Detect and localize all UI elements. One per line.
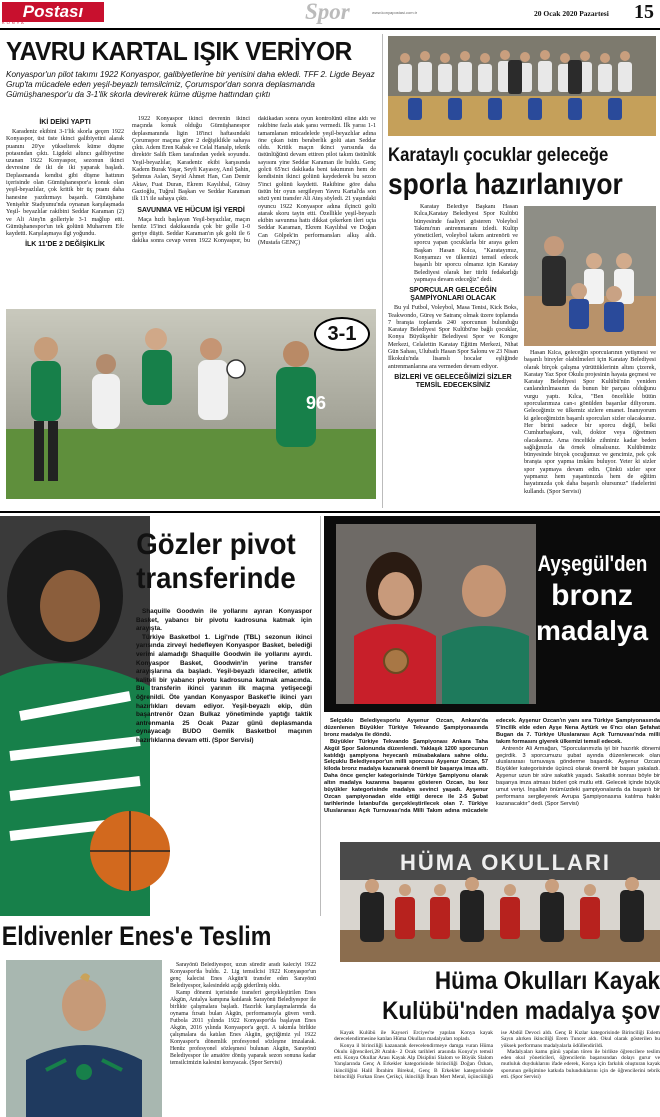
masthead-rule: [0, 28, 660, 30]
article-body-left: [388, 204, 518, 504]
paragraph: Selçuklu Belediyesporlu Ayşenur Ozcan, Ankara'da düzenlenen Büyükler Türkiye Tekvando Şampiyonasında bronz madalya ile döndü.: [324, 718, 488, 738]
headline-line-1: Hüma Okulları Kayak: [434, 967, 660, 995]
article-body: [136, 608, 312, 908]
article-eldivenler: [0, 920, 320, 1117]
paragraph: Karadeniz ekibini 3-1'lik skorla geçen 1922 Konyaspor, üst üste ikinci galibiyetini alarak puanını 20'ye yükselterek küme düşme potasından çıktı. Ligdeki altıncı galibiyetine uzanan 1922 Konyaspor, sezonun ikinci devresine de iki de iki yaparak başladı. Deplasmanda kendisi gibi düşme hattının içerisinde olan Gümüşhanespor'a konuk olan yeşil-beyazlılar, çok kritik bir üç puanı daha hanesine yazdırmayı başardı. Gümüşhane Yenişehir Stadyumu'nda oynanan karşılaşmada Yeşil- beyazlılar rakibini Seddar Karaman (2) ve Ali Ateş'in golleriyle 3-1 mağlup etti. Gümüşhanespor'un tek golünü Muharrem Efe kaydetti. Karşılaşmaya ilgi yoğundu.: [6, 129, 124, 238]
score-badge: [314, 317, 370, 351]
ski-team-photo: [340, 842, 660, 962]
section-divider: [0, 511, 660, 513]
coach-with-kids-photo: [524, 206, 656, 346]
svg-text:96: 96: [306, 393, 327, 413]
headline: Eldivenler Enes'e Teslim: [1, 921, 272, 951]
headline: YAVRU KARTAL IŞIK VERİYOR: [6, 36, 352, 66]
paragraph: Konya il birinciliği kazanarak derecelendirmeye damga vuran Hüma Okulu öğrencileri,28 Aralık- 2 Ocak tarihleri arasında Konya'yı temsil etti. Konya Okullar Arası Kayak Alp Disiplini Slalom ve Büyük Slalom Yarışlarında Genç A Erkekler kategorisinde birinciliği Doğan Özkan, ikinciliğini Halil İbrahim Birekul, Genç B Erkekler kategorisinde birinciliği Furkan Enes Çerikçi, ikinciliği İhsan Mert Meral, üçüncülüğü ise Abdül Devoci aldı. Genç B Kızlar kategorisinde Birinciliği Eslem Sayın alırken ikinciliği Erem Tuncer aldı. Okul olarak gösterilen bu yüksek performans madalyalarla ödüllendirildi.: [334, 1030, 660, 1081]
paragraph: Hasan Kılca, geleceğin sporcularının yetişmesi ve başarılı bireyler olabilmeleri için Karatay Belediyesi olarak birçok çalışma yürüttüklerinin altını çizerek, Karatay Yaz Spor Okulu projesinin hayata geçmesi ve Karatay Belediyesi Spor Kulübü'nün yeniden canlandırılmasının da bunun bir parçası olduğunu vurgu yaptı. Kılca, "Ben öncelikle bütün sporcularımıza can-ı gönülden başarılar diliyorum. Geleceğimiz ve ülkemiz sizlere emanet. İnanıyorum ki geleceğimizin başarılı sporcuları sizler olacaksınız. Her birini sadece bir sporcu değil, belki Cumhurbaşkanı, vali, doktor veya öğretmen olacaksınız. Ama öncelikle zihniniz kadar beden sağlığınızla da örnek olmalısınız. Kulübümüz bünyesinde birçok çocuğumuz ve gencimiz, pek çok branşta spor yapma imkânı buluyor. Yeter ki sizler spor yapmaya devam edin. Çünkü sizler spor yapmanız hem yaşantınızda hem de eğitim hayatınızda çok daha başarılı olursunuz" ifadelerini kullandı. (Spor Servisi): [524, 350, 656, 495]
headline: [388, 144, 656, 202]
paragraph: Antrenör Ali Armağan, "Sporcularımızla iyi bir hazırlık dönemi geçirdik. 3 sporcumuzu şubat ayında düzenlenecek olan uluslararası turnuvaya gönderme başardık. Ayşenur Ozcan Büyükler kategorisinde üçüncü olarak önemli bir başarı yakaladı. Ayşenur uzun bir süre sakatlık yaşadı. Sakatlık sonrası böyle bir başarıya imza atması bizleri çok mutlu etti. Gelecek içinde büyük umut veriyi. İnşallah önümüzdeki şampiyonalarda da başarılı bir performans sergileyerek Avrupa Şampiyonasına katılma hakkı kazanacaktır" dedi. (Spor Servisi): [496, 745, 660, 807]
headline-line-2: Kulübü'nden madalya şov: [382, 997, 660, 1025]
headline-line-2: bronz: [551, 579, 633, 612]
paragraph: Karatay Belediye Başkanı Hasan Kılca,Karatay Belediyesi Spor Kulübü bünyesinde faaliyet gösteren Voleybol Takımı'nın antrenmanını izledi. Kulüp yöneticileri, voleybol takım antrenörü ve sporcu yapan çocuklarla bir araya gelen Başkan Hasan Kılca, "Karatayımız, Konyamızı ve ülkemizi temsil edecek başarılı bir sporcu olmanız için Karatay Belediyesi olarak her türlü fedakarlığı yapmaya devam edeceğiz" dedi.: [414, 204, 518, 283]
goalkeeper-photo: [6, 960, 162, 1117]
section-title: Spor: [305, 0, 350, 24]
subheading: İLK 11'DE 2 DEĞİŞİKLİK: [25, 241, 105, 249]
article-karatayli: [388, 36, 656, 508]
site-url: www.konyapostasi.com.tr: [372, 10, 418, 15]
headline: [118, 528, 314, 596]
lead-text: Konyaspor'un pilot takımı 1922 Konyaspor, galibiyetlerine bir yenisini daha ekledi. TFF 2. Ligde Beyaz Grup'ta mücadele eden yeşil-beyazlı temsilcimiz, Çorumspor'dan sonra deplasmanda Gümüşhanespor'u da 3-1'lik skorla devirerek küme düşme hattından çıktı: [6, 70, 375, 99]
headline-line-3: madalya: [535, 615, 649, 646]
logo-small: KONYA: [2, 20, 26, 25]
volleyball-team-photo: [388, 36, 656, 136]
medal-winner-photo: [324, 516, 660, 712]
article-body: [324, 718, 660, 838]
paragraph: Türkiye Basketbol 1. Ligi'nde (TBL) sezonun ikinci yarısında zirveyi hedefleyen Konyaspor Basket, belediği verimi alamadığı Shaquille Goodwin ile yollarını ayırdı. Konyaspor Basket, Goodwin'in yerine transfer arayışlarına da başladı. Yeşil-beyazlı idareciler, atletik kaliteli bir yabancı pivotu kadrosuna katmak amacında. Bu transferin ikinci yarının ilk maçına yetişeceği öğrenildi. Öte yandan Konyaspor Basket'le ikinci yarı hazırlıkları devam ediyor. Yeşil-beyazlı ekip, dün başantrenör Ozan Bulkaz yönetiminde yaptığı taktik antrenmanla 25 Ocak Pazar günü deplasmanda oynayacağı BUDO Gemlik Basketbol maçının hazırlıklarına devam etti. (Spor Servisi): [136, 633, 312, 744]
paragraph: Shaquille Goodwin ile yollarını ayıran Konyaspor Basket, yabancı bir pivotu kadrosuna katmak için arayışta.: [136, 608, 312, 633]
paragraph: Madalyaları kamu günü yapılan tören ile birlikte öğrencilere teslim eden okul yöneticileri, öğrencilerin başarısından dolayı gurur ve mutluluk duyduklarını ifade ederek, Konya için farkılık oluşturan kayak sporunun gelişimine katkıda bulunduklarını için de öğrencilerini tebrik etti. (Spor Servisi): [501, 1048, 660, 1081]
paragraph: Kayak Kulübü ile Kayseri Erciyes'te yapılan Konya kayak derecelendirmesine katılan Hüma Okulları madalyaları topladı.: [334, 1030, 493, 1043]
page-number: 15: [634, 1, 654, 23]
headline-line-1: Ayşegül'den: [537, 551, 648, 576]
article-body: [334, 1030, 660, 1117]
article-body-right: [524, 350, 656, 508]
headline-line-1: Gözler pivot: [136, 528, 296, 561]
headline-line-1: Karataylı çocuklar geleceğe: [388, 145, 609, 166]
paragraph: Kamp dönemi içerisinde transferi gerçekleştirilen Enes Akgün, Antalya kampına katılarak Sarayönü Belediyespor ile birlikte çalışmalara başladı. Hazırlık karşılaşmalarında da oynama fırsatı bulan Akgün, performansıyla güven verdi. Futbola 2011 yılında 1922 Konyaspor'da başlayan Enes Akgün, 2016 yılında Konyaspor'a geçti. A takımla birlikte çalışmalara da katılan Enes Akgün, geçtiğimiz yıl 1922 Konyaspor'u dönemlik profesyonel sözleşme imzalarak. Henüz profesyonel sözleşmesi bulunan Akgün, Sarayönü Belediyespor ile amatöre dönüş yaparak sezon sonuna kadar temsilcimizin kalesini koruyacak. (Spor Servisi): [170, 990, 316, 1066]
subheading: SAVUNMA VE HÜCUM İŞİ YERDİ: [137, 206, 245, 214]
paragraph: Sarayönü Belediyespor, uzun süredir aradı kaleciyi 1922 Konyaspor'da buldu. 2. Lig temsilcisi 1922 Konyaspor'un genç kalecisi Enes Akgün'ü transfer eden Sarayönü Belediyespor, kalesindeki açığı giderilmiş oldu.: [170, 962, 316, 989]
score-text: 3-1: [327, 323, 357, 345]
photo-banner: HÜMA OKULLARI: [400, 850, 611, 875]
article-gozler-pivot: [0, 516, 316, 916]
date: 20 Ocak 2020 Pazartesi: [534, 9, 609, 18]
article-body: [6, 116, 376, 336]
subheading: SPORCULAR GELECEĞİN ŞAMPİYONLARI OLACAK: [409, 287, 497, 303]
article-yavru-kartal: [6, 36, 376, 506]
article-body: [170, 962, 316, 1117]
kids-photo: [524, 206, 656, 346]
article-huma: [324, 842, 660, 1117]
logo-text: Postası: [22, 2, 84, 21]
headline-line-2: sporla hazırlanıyor: [388, 168, 623, 201]
headline: [528, 550, 656, 648]
article-aysegul: [324, 516, 660, 838]
team-photo: [388, 36, 656, 136]
paragraph: Büyükler Türkiye Tekvando Şampiyonası Ankara Taha Akgül Spor Salonunda düzenlendi. Yaklaşık 1200 sporcunun katıldığı şampiyona heyecanlı müsabakalara sahne oldu. Selçuklu Belediyespor'un milli sporcusu Ayşenur Ozcan, 57 kiloda bronz madalya kazanarak önemli bir başarıya imza attı. Daha önce gençler kategorisinde Türkiye Şampiyonu olarak altın madalya kazanma başarısı gösteren Ozcan, bu kez büyükler kategorisinde madalya sevinci yaşadı. Ayşenur Ozcan şampiyonadan elde ettiği derece ile 2-5 Şubat tarihlerinde İstanbul'da gerçekleştirilecek olan 7. Türkiye Uluslararası Açık Turnuvası'nda Milli Takım adına mücadele edecek. Ayşenur Ozcan'ın yanı sıra Türkiye Şampiyonasında 5'incilik elde eden Ayşe Nena Aytürk ve 6'ncı olan Şefahat Bugan da 7. Türkiye Uluslararası Açık Turnuvası'nda milli takım formasını giyerek ülkemizi temsil edecek.: [324, 718, 660, 814]
match-action-photo: [6, 309, 376, 499]
paragraph: 1922 Konyaspor ikinci devrenin ikinci maçında konuk olduğu Gümüşhanespor deplasmanında ligin 18'inci haftasındaki Çorumspor maçına göre 2 değişiklikle sahaya çıktı. Adem Eren Kabak ve Celal Hanalp, teknik direktör Salih Eken tarafından yedek soyundu. Yeşil-beyazlılar, Karadeniz ekibi karşısında Kadem Burak Yaşar, Seyfi Kayasoy, Anıl Şahin, Şehmus Aslan, Seyid Ahmet Han, Can Demir Aktav, Fuat Duran, Ekrem Kayılıbal, Güray Gazioğlu, Tuğrul Başkan ve Seddar Karaman ilk 11'i ile sahaya çıktı.: [132, 116, 250, 203]
subheading: İKİ DEİKİ YAPTI: [39, 119, 91, 126]
column-divider: [320, 516, 321, 916]
goalkeeper-scene: [6, 960, 162, 1117]
masthead: [0, 0, 660, 28]
headline: [316, 966, 660, 1026]
paragraph: Maça hızlı başlayan Yeşil-beyazlılar, maçın henüz 15'inci dakikasında çok bir golle 1-0 geriye düştü. Seddar Karaman'ın şık golü ile 6 dakika sonra cevap veren 1922 Konyaspor, bu dakikadan sonra oyun kontrolünü eline aldı ve rakibine fazla atak şansı vermedi. İlk yarısı 1-1 tamamlanan mücadelede yeşil-beyazlılar adına öne çıkan isim beraberlik golü atan Seddar oldu. Kritik maçın ikinci yarısında da üstünlüğünü devam ettiren pilot takım üstünlük sayısını yine Seddar Karaman ile buldu. Genç golcü 65'nci dakikada beni takımının hem de kendisinin ikinci golünü kaydederek bu sezon 5'inci golünü kaydetti. Rakibine göre daha üstün bir oyun sergileyen Yavru Kartal'da son sözü yeni transfer Ali Ateş söyledi. 21 yaşındaki oyuncu 1922 Konyaspor adına ilçincü golü atarak skoru tayin etti. Özellikle yeşil-beyazlı ekibin savunma hattı dikkat çekerken ileri uçta Seddar Karaman, Ekrem Kayılıbal ve Doğan Can Gölpek'in performansları alkış aldı. (Mustafa GENÇ): [132, 116, 376, 247]
column-divider: [382, 34, 383, 508]
subheading: BİZLERİ VE GELECEĞİMİZİ SİZLER TEMSİL EDECEKSİNİZ: [394, 373, 512, 389]
headline-line-2: transferinde: [136, 562, 296, 595]
logo: [2, 2, 104, 22]
paragraph: Bu yıl Futbol, Voleybol, Masa Tenisi, Kick Boks, Teakwondo, Güreş ve Satranç olmak üzere toplamda 7 branşta toplamda 240 sporcunun bulunduğu Karatay Belediyesi Spor Kulübü'ne bağlı çocuklar, Konya Büyükşehir Belediyesi Spor ve Kongre Merkezi, Celalettin Karatay Eğitim Merkezi, Nihat Gün Sahası, Ulubatlı Hasan Spor Salonu ve 23 Nisan İlkokulu'nda lisanslı hocalar eşliğinde antrenmanlarına ara vermeden devam ediyor.: [388, 305, 518, 370]
